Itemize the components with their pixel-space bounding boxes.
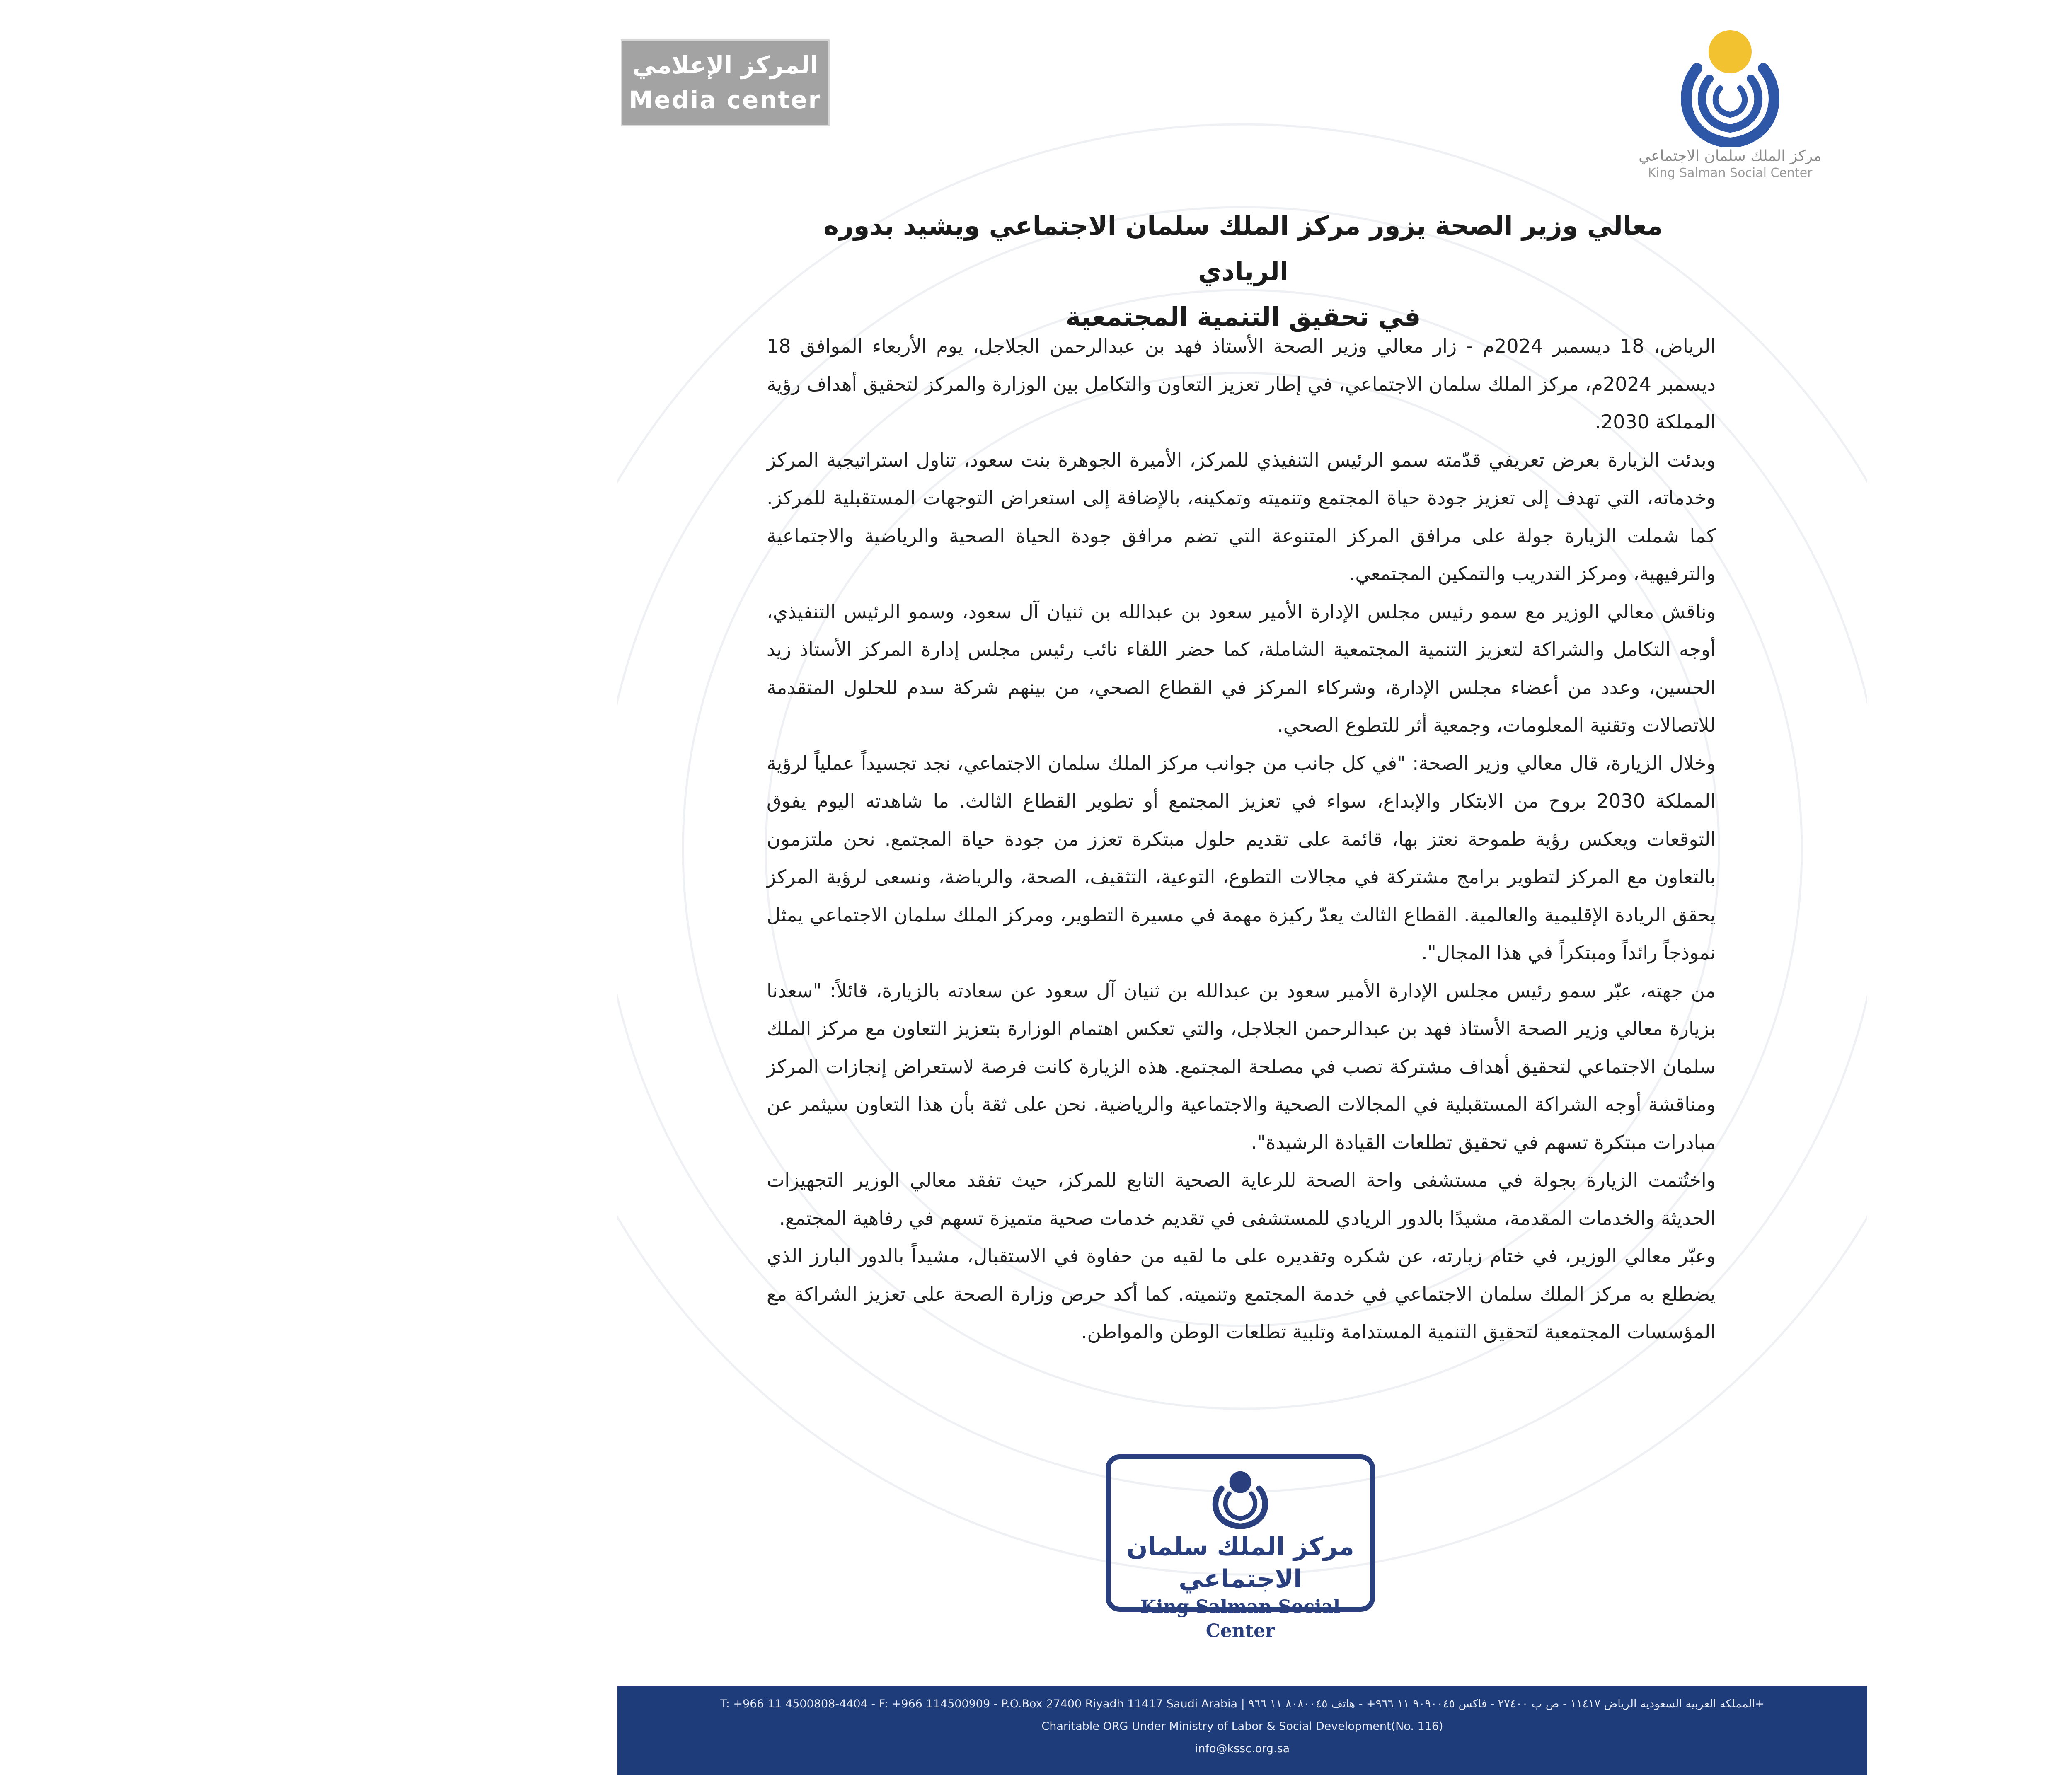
- kssc-logo-icon: [1668, 27, 1792, 147]
- paragraph-7: وعبّر معالي الوزير، في ختام زيارته، عن شكره وتقديره على ما لقيه من حفاوة في الاستقبال، مشيداً بالدور البارز الذي يضطلع به مركز الملك سلمان الاجتماعي في خدمة المجتمع وتنميته. كما أكد حرص وزارة الصحة على تعزيز الشراكة مع المؤسسات المجتمعية لتحقيق التنمية المستدامة وتلبية تطلعات الوطن والمواطن.: [767, 1245, 1716, 1343]
- footer-email: info@kssc.org.sa: [1195, 1742, 1290, 1755]
- document-page: [617, 0, 1867, 1775]
- media-center-label-en: Media center: [629, 86, 822, 114]
- logo-name-ar: مركز الملك سلمان الاجتماعي: [1639, 148, 1822, 164]
- paragraph-3: وناقش معالي الوزير مع سمو رئيس مجلس الإدارة الأمير سعود بن عبدالله بن ثنيان آل سعود، وسمو الرئيس التنفيذي، أوجه التكامل والشراكة لتعزيز التنمية المجتمعية الشاملة، كما حضر اللقاء نائب رئيس مجلس إدارة المركز الأستاذ زيد الحسين، وعدد من أعضاء مجلس الإدارة، وشركاء المركز في القطاع الصحي، من بينهم شركة سدم للحلول المتقدمة للاتصالات وتقنية المعلومات، وجمعية أثر للتطوع الصحي.: [767, 600, 1716, 736]
- footer-contact-line: T: +966 11 4500808-4404 - F: +966 114500909 - P.O.Box 27400 Riyadh 11417 Saudi Arabia | المملكة العربية السعودية الرياض ١١٤١٧ - ص ب ٢٧٤٠٠ - فاكس ٩٠٩٠٠٤٥ ١١ ٩٦٦+ - هاتف ٨٠٨٠٠٤٥ ١١ ٩٦٦+: [720, 1698, 1765, 1710]
- kssc-logo: [1629, 27, 1832, 209]
- official-stamp: [1106, 1454, 1375, 1642]
- document-title: [775, 203, 1711, 340]
- media-center-label-ar: المركز الإعلامي: [632, 51, 818, 79]
- title-line-1: معالي وزير الصحة يزور مركز الملك سلمان الاجتماعي ويشيد بدوره الريادي: [823, 210, 1663, 286]
- paragraph-4: وخلال الزيارة، قال معالي وزير الصحة: "في كل جانب من جوانب مركز الملك سلمان الاجتماعي، نجد تجسيداً عملياً لرؤية المملكة 2030 بروح من الابتكار والإبداع، سواء في تعزيز المجتمع أو تطوير القطاع الثالث. ما شاهدته اليوم يفوق التوقعات ويعكس رؤية طموحة نعتز بها، قائمة على تقديم حلول مبتكرة تعزز من جودة حياة المجتمع. نحن ملتزمون بالتعاون مع المركز لتطوير برامج مشتركة في مجالات التطوع، التوعية، التثقيف، الصحة، والرياضة، ونسعى لرؤية المركز يحقق الريادة الإقليمية والعالمية. القطاع الثالث يعدّ ركيزة مهمة في مسيرة التطوير، ومركز الملك سلمان الاجتماعي يمثل نموذجاً رائداً ومبتكراً في هذا المجال".: [767, 752, 1716, 964]
- footer-registration-line: Charitable ORG Under Ministry of Labor & Social Development(No. 116): [1041, 1720, 1443, 1733]
- paragraph-1: الرياض، 18 ديسمبر 2024م - زار معالي وزير الصحة الأستاذ فهد بن عبدالرحمن الجلاجل، يوم الأربعاء الموافق 18 ديسمبر 2024م، مركز الملك سلمان الاجتماعي، في إطار تعزيز التعاون والتكامل بين الوزارة والمركز لتحقيق أهداف رؤية المملكة 2030.: [767, 335, 1716, 433]
- page-footer: [617, 1686, 1867, 1775]
- paragraph-6: واختُتمت الزيارة بجولة في مستشفى واحة الصحة للرعاية الصحية التابع للمركز، حيث تفقد معالي الوزير التجهيزات الحديثة والخدمات المقدمة، مشيدًا بالدور الريادي للمستشفى في تقديم خدمات صحية متميزة تسهم في رفاهية المجتمع.: [767, 1169, 1716, 1229]
- title-line-2: في تحقيق التنمية المجتمعية: [1065, 302, 1421, 332]
- media-center-badge: [621, 39, 830, 126]
- document-body: [767, 327, 1716, 1351]
- kssc-stamp-logo-icon: [1203, 1467, 1278, 1529]
- paragraph-5: من جهته، عبّر سمو رئيس مجلس الإدارة الأمير سعود بن عبدالله بن ثنيان آل سعود عن سعادته بالزيارة، قائلاً: "سعدنا بزيارة معالي وزير الصحة الأستاذ فهد بن عبدالرحمن الجلاجل، والتي تعكس اهتمام الوزارة بتعزيز التعاون مع مركز الملك سلمان الاجتماعي لتحقيق أهداف مشتركة تصب في مصلحة المجتمع. هذه الزيارة كانت فرصة لاستعراض إنجازات المركز ومناقشة أوجه الشراكة المستقبلية في المجالات الصحية والاجتماعية والرياضية. نحن على ثقة بأن هذا التعاون سيثمر عن مبادرات مبتكرة تسهم في تحقيق تطلعات القيادة الرشيدة".: [767, 979, 1716, 1154]
- paragraph-2: وبدئت الزيارة بعرض تعريفي قدّمته سمو الرئيس التنفيذي للمركز، الأميرة الجوهرة بنت سعود، تناول استراتيجية المركز وخدماته، التي تهدف إلى تعزيز جودة حياة المجتمع وتنميته وتمكينه، بالإضافة إلى استعراض التوجهات المستقبلية للمركز. كما شملت الزيارة جولة على مرافق المركز المتنوعة التي تضم مرافق جودة الحياة الصحية والرياضية والاجتماعية والترفيهية، ومركز التدريب والتمكين المجتمعي.: [767, 448, 1716, 585]
- logo-name-en: King Salman Social Center: [1648, 166, 1813, 180]
- stamp-name-ar: مركز الملك سلمان الاجتماعي: [1126, 1532, 1354, 1594]
- stamp-name-en: King Salman Social Center: [1140, 1596, 1341, 1642]
